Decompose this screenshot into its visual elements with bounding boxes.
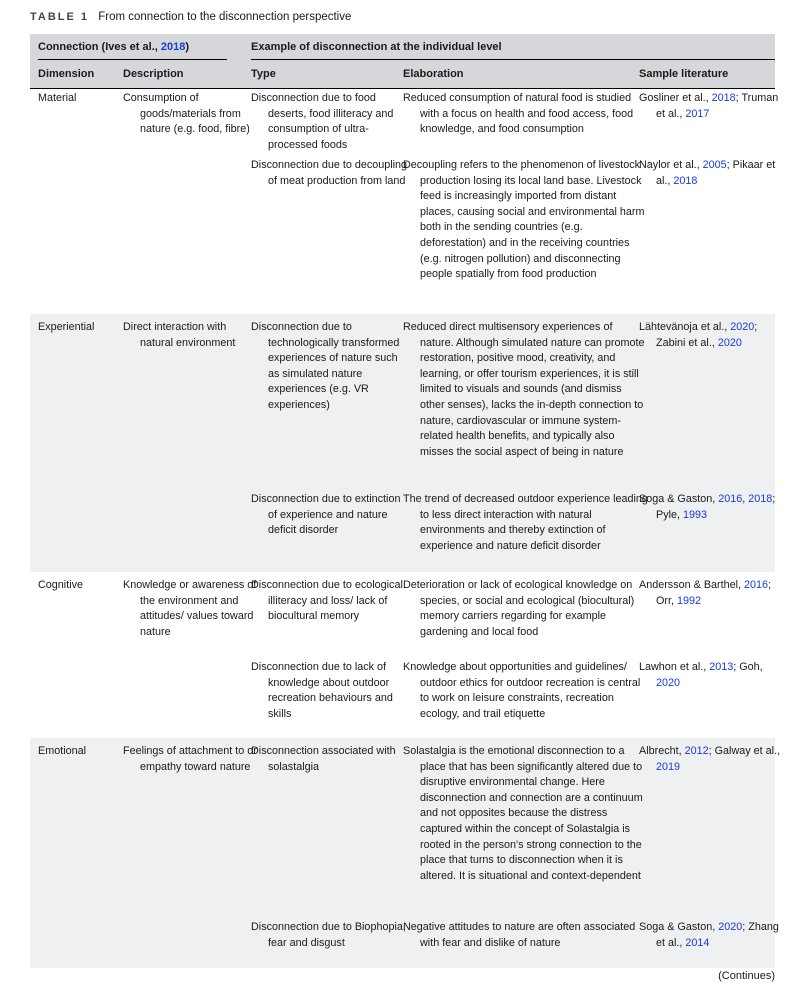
elaboration-cell: Decoupling refers to the phenomenon of livestock production losing its local land base. Livestock feed is increasingly imported from distant places, causing social and environmental harm both in the sending countries (e.g. deforestation) and in the receiving countries (e.g. nitrogen pollution) and disconnecting people spatially from food production	[403, 159, 645, 281]
continues-note: (Continues)	[718, 970, 775, 982]
lit-author: Lähtevänoja et al.,	[639, 321, 731, 333]
lit-ref[interactable]: 2013	[709, 661, 734, 673]
lit-author: Zhang et al.,	[656, 921, 779, 949]
literature-cell	[639, 744, 788, 775]
dimension-cell: Emotional	[38, 745, 87, 757]
literature-cell	[639, 660, 788, 691]
lit-author: Lawhon et al.,	[639, 661, 710, 673]
type-cell: Disconnection due to Biophopia, fear and disgust	[251, 921, 406, 949]
elaboration-cell: Negative attitudes to nature are often associated with fear and dislike of nature	[403, 921, 636, 949]
row-group-material	[30, 88, 779, 314]
type-cell: Disconnection due to extinction of experience and nature deficit disorder	[251, 493, 401, 537]
lit-ref[interactable]: 2020	[718, 921, 743, 933]
description-cell: Knowledge or awareness of the environment and attitudes/ values toward nature	[123, 579, 257, 638]
row-group-cognitive	[30, 572, 775, 738]
lit-author: Zabini et al.,	[656, 336, 718, 349]
type-cell: Disconnection due to ecological illiteracy and loss/ lack of biocultural memory	[251, 579, 403, 623]
lit-author: Soga & Gaston,	[639, 493, 719, 505]
table-title: From connection to the disconnection perspective	[98, 11, 352, 23]
lit-ref[interactable]: 2012	[684, 745, 709, 757]
literature-cell	[639, 158, 788, 189]
lit-author: Soga & Gaston,	[639, 921, 719, 933]
data-table	[30, 34, 781, 968]
lit-sep: ;	[733, 661, 737, 673]
lit-ref[interactable]: 2020	[717, 336, 742, 349]
description-cell: Feelings of attachment to or empathy toward nature	[123, 745, 257, 773]
literature-cell	[639, 492, 788, 523]
lit-ref[interactable]: 1992	[677, 594, 702, 607]
lit-author: Goh,	[739, 661, 763, 673]
literature-cell	[639, 578, 788, 609]
lit-sep: ;	[735, 92, 739, 104]
lit-author: Albrecht,	[639, 745, 685, 757]
row-group-experiential	[30, 314, 775, 572]
type-cell: Disconnection due to lack of knowledge about outdoor recreation behaviours and skills	[251, 661, 393, 720]
header-disconnection: Example of disconnection at the individual level	[251, 41, 502, 53]
dimension-cell: Experiential	[38, 321, 95, 333]
col-elaboration: Elaboration	[403, 68, 464, 80]
lit-ref[interactable]: 2018	[711, 92, 736, 104]
dimension-cell: Material	[38, 92, 77, 104]
lit-ref[interactable]: 2019	[656, 760, 681, 773]
lit-ref[interactable]: 2018	[673, 174, 698, 187]
lit-author: et al.,	[753, 745, 781, 757]
lit-sep: ,	[742, 493, 746, 505]
lit-ref[interactable]: 2020	[730, 321, 755, 333]
row-group-emotional	[30, 738, 781, 968]
type-cell: Disconnection due to food deserts, food illiteracy and consumption of ultra-processed foods	[251, 92, 394, 151]
lit-author: ; Pyle,	[656, 493, 776, 521]
literature-cell	[639, 320, 788, 351]
header-connection-close: )	[185, 41, 190, 53]
dimension-cell: Cognitive	[38, 579, 84, 591]
lit-sep: ; Galway	[708, 745, 751, 757]
type-cell: Disconnection due to technologically transformed experiences of nature such as simulated nature experiences (e.g. VR experiences)	[251, 321, 400, 411]
lit-author: Andersson & Barthel,	[639, 579, 745, 591]
literature-cell	[639, 920, 788, 951]
lit-sep: ;	[768, 579, 772, 591]
lit-author: Pikaar et al.,	[656, 159, 776, 187]
description-cell: Consumption of goods/materials from nature (e.g. food, fibre)	[123, 92, 250, 136]
header-connection-text: Connection (Ives et al.,	[38, 41, 161, 53]
type-cell: Disconnection due to decoupling of meat production from land	[251, 159, 408, 187]
header-connection-ref[interactable]: 2018	[160, 41, 186, 53]
table-header-group	[30, 34, 775, 60]
description-cell: Direct interaction with natural environment	[123, 321, 236, 349]
elaboration-cell: Reduced consumption of natural food is studied with a focus on health and food access, food knowledge, and food consumption	[403, 92, 634, 136]
lit-ref[interactable]: 2016	[744, 579, 769, 591]
lit-ref[interactable]: 2020	[656, 676, 681, 689]
lit-ref[interactable]: 2005	[702, 159, 727, 171]
elaboration-cell: Solastalgia is the emotional disconnection to a place that has been significantly altered due to disruptive environmental change. Here disconnection and connection are a continuum and not opposites because the distress captured within the concept of Solastalgia is rooted in the person's strong connection to the place that turns to disconnection when it is altered. It is situational and context-dependent	[403, 745, 643, 882]
lit-author: Naylor et al.,	[639, 159, 703, 171]
lit-sep: ;	[726, 159, 730, 171]
type-cell: Disconnection associated with solastalgia	[251, 745, 396, 773]
lit-author: Truman et al.,	[656, 92, 779, 120]
table-label: TABLE 1	[30, 11, 90, 23]
table-column-headers	[30, 60, 775, 88]
table-caption	[30, 11, 351, 23]
lit-author: Orr,	[656, 594, 677, 607]
literature-cell	[639, 91, 788, 122]
elaboration-cell: Knowledge about opportunities and guidelines/ outdoor ethics for outdoor recreation is central to work on leisure constraints, recreation ecology, and trail etiquette	[403, 661, 641, 720]
col-literature: Sample literature	[639, 68, 729, 80]
header-connection	[38, 41, 189, 53]
col-dimension: Dimension	[38, 68, 95, 80]
elaboration-cell: The trend of decreased outdoor experience leading to less direct interaction with natural environments and thereby extinction of experience and nature deficit disorder	[403, 493, 648, 552]
elaboration-cell: Deterioration or lack of ecological knowledge on species, or social and ecological (biocultural) memory carriers regarding for example gardening and local food	[403, 579, 635, 638]
col-type: Type	[251, 68, 276, 80]
lit-ref[interactable]: 2018	[748, 493, 773, 505]
lit-sep: ;	[754, 321, 758, 333]
lit-ref[interactable]: 1993	[683, 508, 708, 521]
lit-ref[interactable]: 2016	[718, 493, 743, 505]
elaboration-cell: Reduced direct multisensory experiences of nature. Although simulated nature can promote restoration, positive mood, creativity, and learning, or offer tourism experiences, it is still limited to visuals and sounds (and dismiss other senses), lacks the in-depth connection to nature, cardiovascular or immune system-related health benefits, and typically also misses the social aspect of being in nature	[403, 321, 645, 458]
lit-author: Gosliner et al.,	[639, 92, 712, 104]
lit-ref[interactable]: 2017	[685, 107, 710, 120]
lit-ref[interactable]: 2014	[685, 936, 710, 949]
lit-sep: ;	[742, 921, 746, 933]
col-description: Description	[123, 68, 184, 80]
